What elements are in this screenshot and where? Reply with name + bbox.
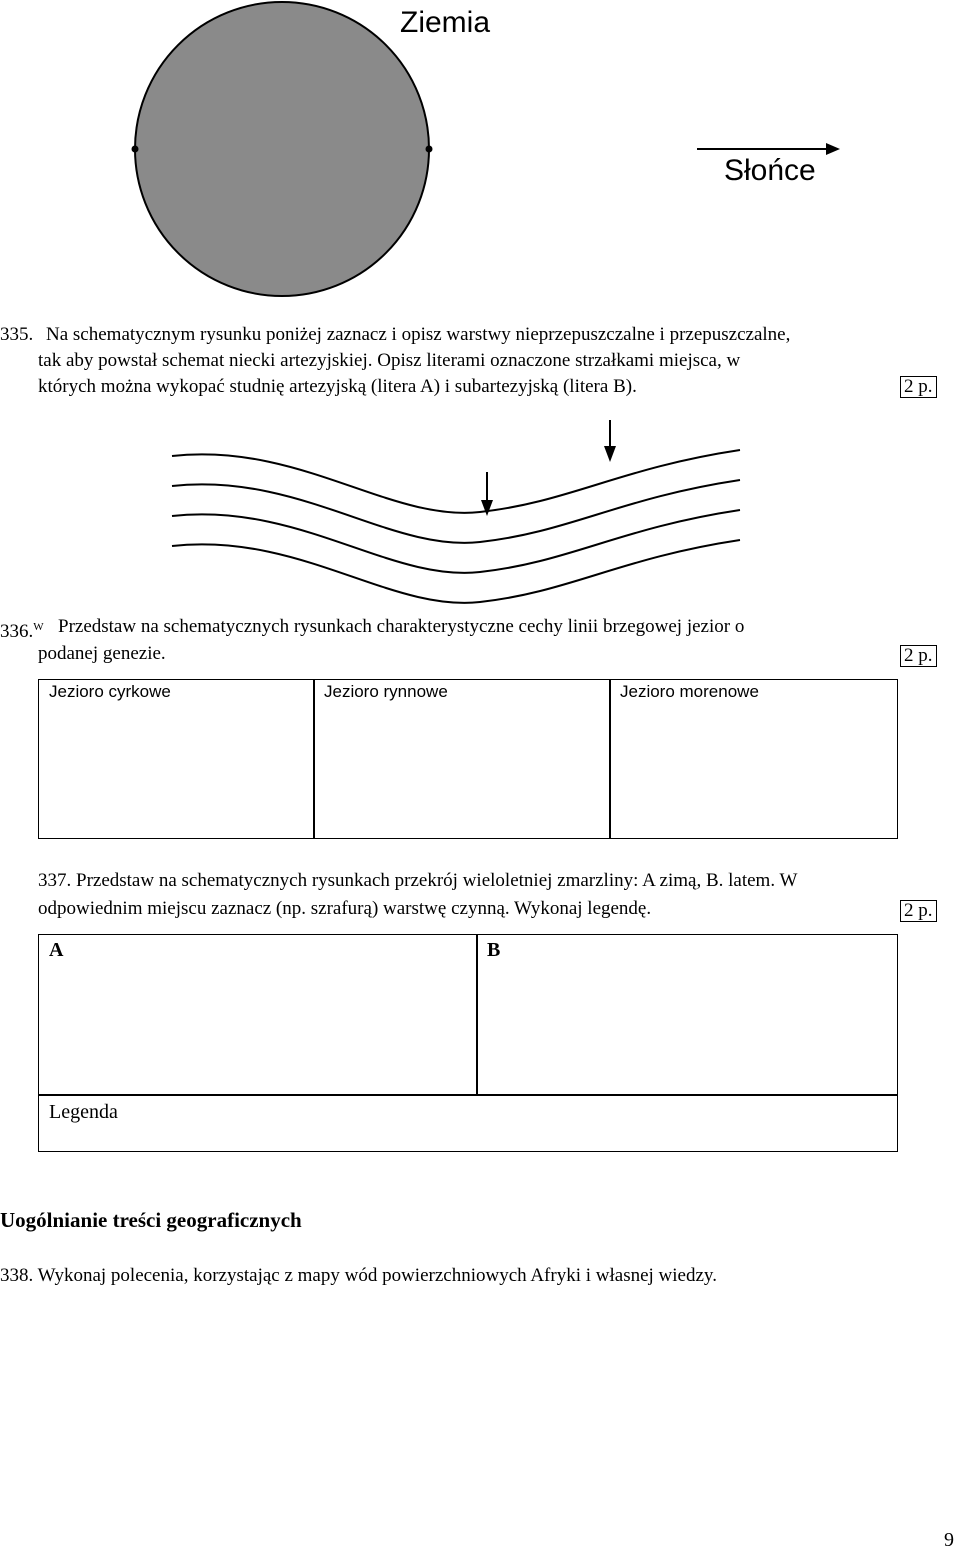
layer-line-4 <box>172 540 740 603</box>
q336-col3-header: Jezioro morenowe <box>620 682 759 701</box>
q337-box-a[interactable] <box>38 934 478 1096</box>
q335-line2: tak aby powstał schemat niecki artezyjskiej. Opisz literami oznaczone strzałkami miejsca, w <box>38 350 741 371</box>
arrow-b-head <box>604 446 616 462</box>
layer-line-2 <box>172 480 740 543</box>
q336-number-text: 336. <box>0 621 34 642</box>
sun-label: Słońce <box>724 154 816 187</box>
artesian-basin-diagram <box>0 410 960 610</box>
q336-line2: podanej genezie. <box>38 643 166 664</box>
q336-marker: W <box>33 621 44 633</box>
layer-line-3 <box>172 510 740 573</box>
q337-legend-box[interactable] <box>38 1094 898 1152</box>
q337-box-a-label: A <box>49 939 64 961</box>
earth-point-right <box>426 146 433 153</box>
q335-line3: których można wykopać studnię artezyjską (litera A) i subartezyjską (litera B). <box>38 376 637 397</box>
q336-box-ribbon[interactable] <box>313 679 611 839</box>
section-heading: Uogólnianie treści geograficznych <box>0 1208 302 1232</box>
earth-circle <box>135 2 429 296</box>
q336-col2-header: Jezioro rynnowe <box>324 682 448 701</box>
sunlight-arrow-head <box>826 143 840 155</box>
earth-label: Ziemia <box>400 6 491 39</box>
q337-legend-label: Legenda <box>49 1101 118 1123</box>
earth-sun-diagram <box>0 0 960 310</box>
q335-line1: Na schematycznym rysunku poniżej zaznacz i opisz warstwy nieprzepuszczalne i przepuszczalne, <box>46 324 791 345</box>
q335-points: 2 p. <box>900 376 937 398</box>
q335-number: 335. <box>0 324 34 345</box>
q337-points: 2 p. <box>900 900 937 922</box>
q336-points: 2 p. <box>900 645 937 667</box>
q337-line1: 337. Przedstaw na schematycznych rysunkach przekrój wieloletniej zmarzliny: A zimą, B. latem. W <box>38 870 798 891</box>
q337-box-b-label: B <box>487 939 501 961</box>
q336-col1-header: Jezioro cyrkowe <box>49 682 171 701</box>
q338-text: 338. Wykonaj polecenia, korzystając z mapy wód powierzchniowych Afryki i własnej wiedzy. <box>0 1265 717 1286</box>
q337-box-b[interactable] <box>476 934 898 1096</box>
q337-line2: odpowiednim miejscu zaznacz (np. szrafurą) warstwę czynną. Wykonaj legendę. <box>38 898 652 919</box>
q336-line1: Przedstaw na schematycznych rysunkach charakterystyczne cechy linii brzegowej jezior o <box>58 616 745 637</box>
arrow-a-head <box>481 500 493 516</box>
earth-point-left <box>132 146 139 153</box>
q336-box-moraine[interactable] <box>609 679 898 839</box>
page-number: 9 <box>944 1529 954 1551</box>
layer-line-1 <box>172 450 740 513</box>
q336-box-cirque[interactable] <box>38 679 315 839</box>
